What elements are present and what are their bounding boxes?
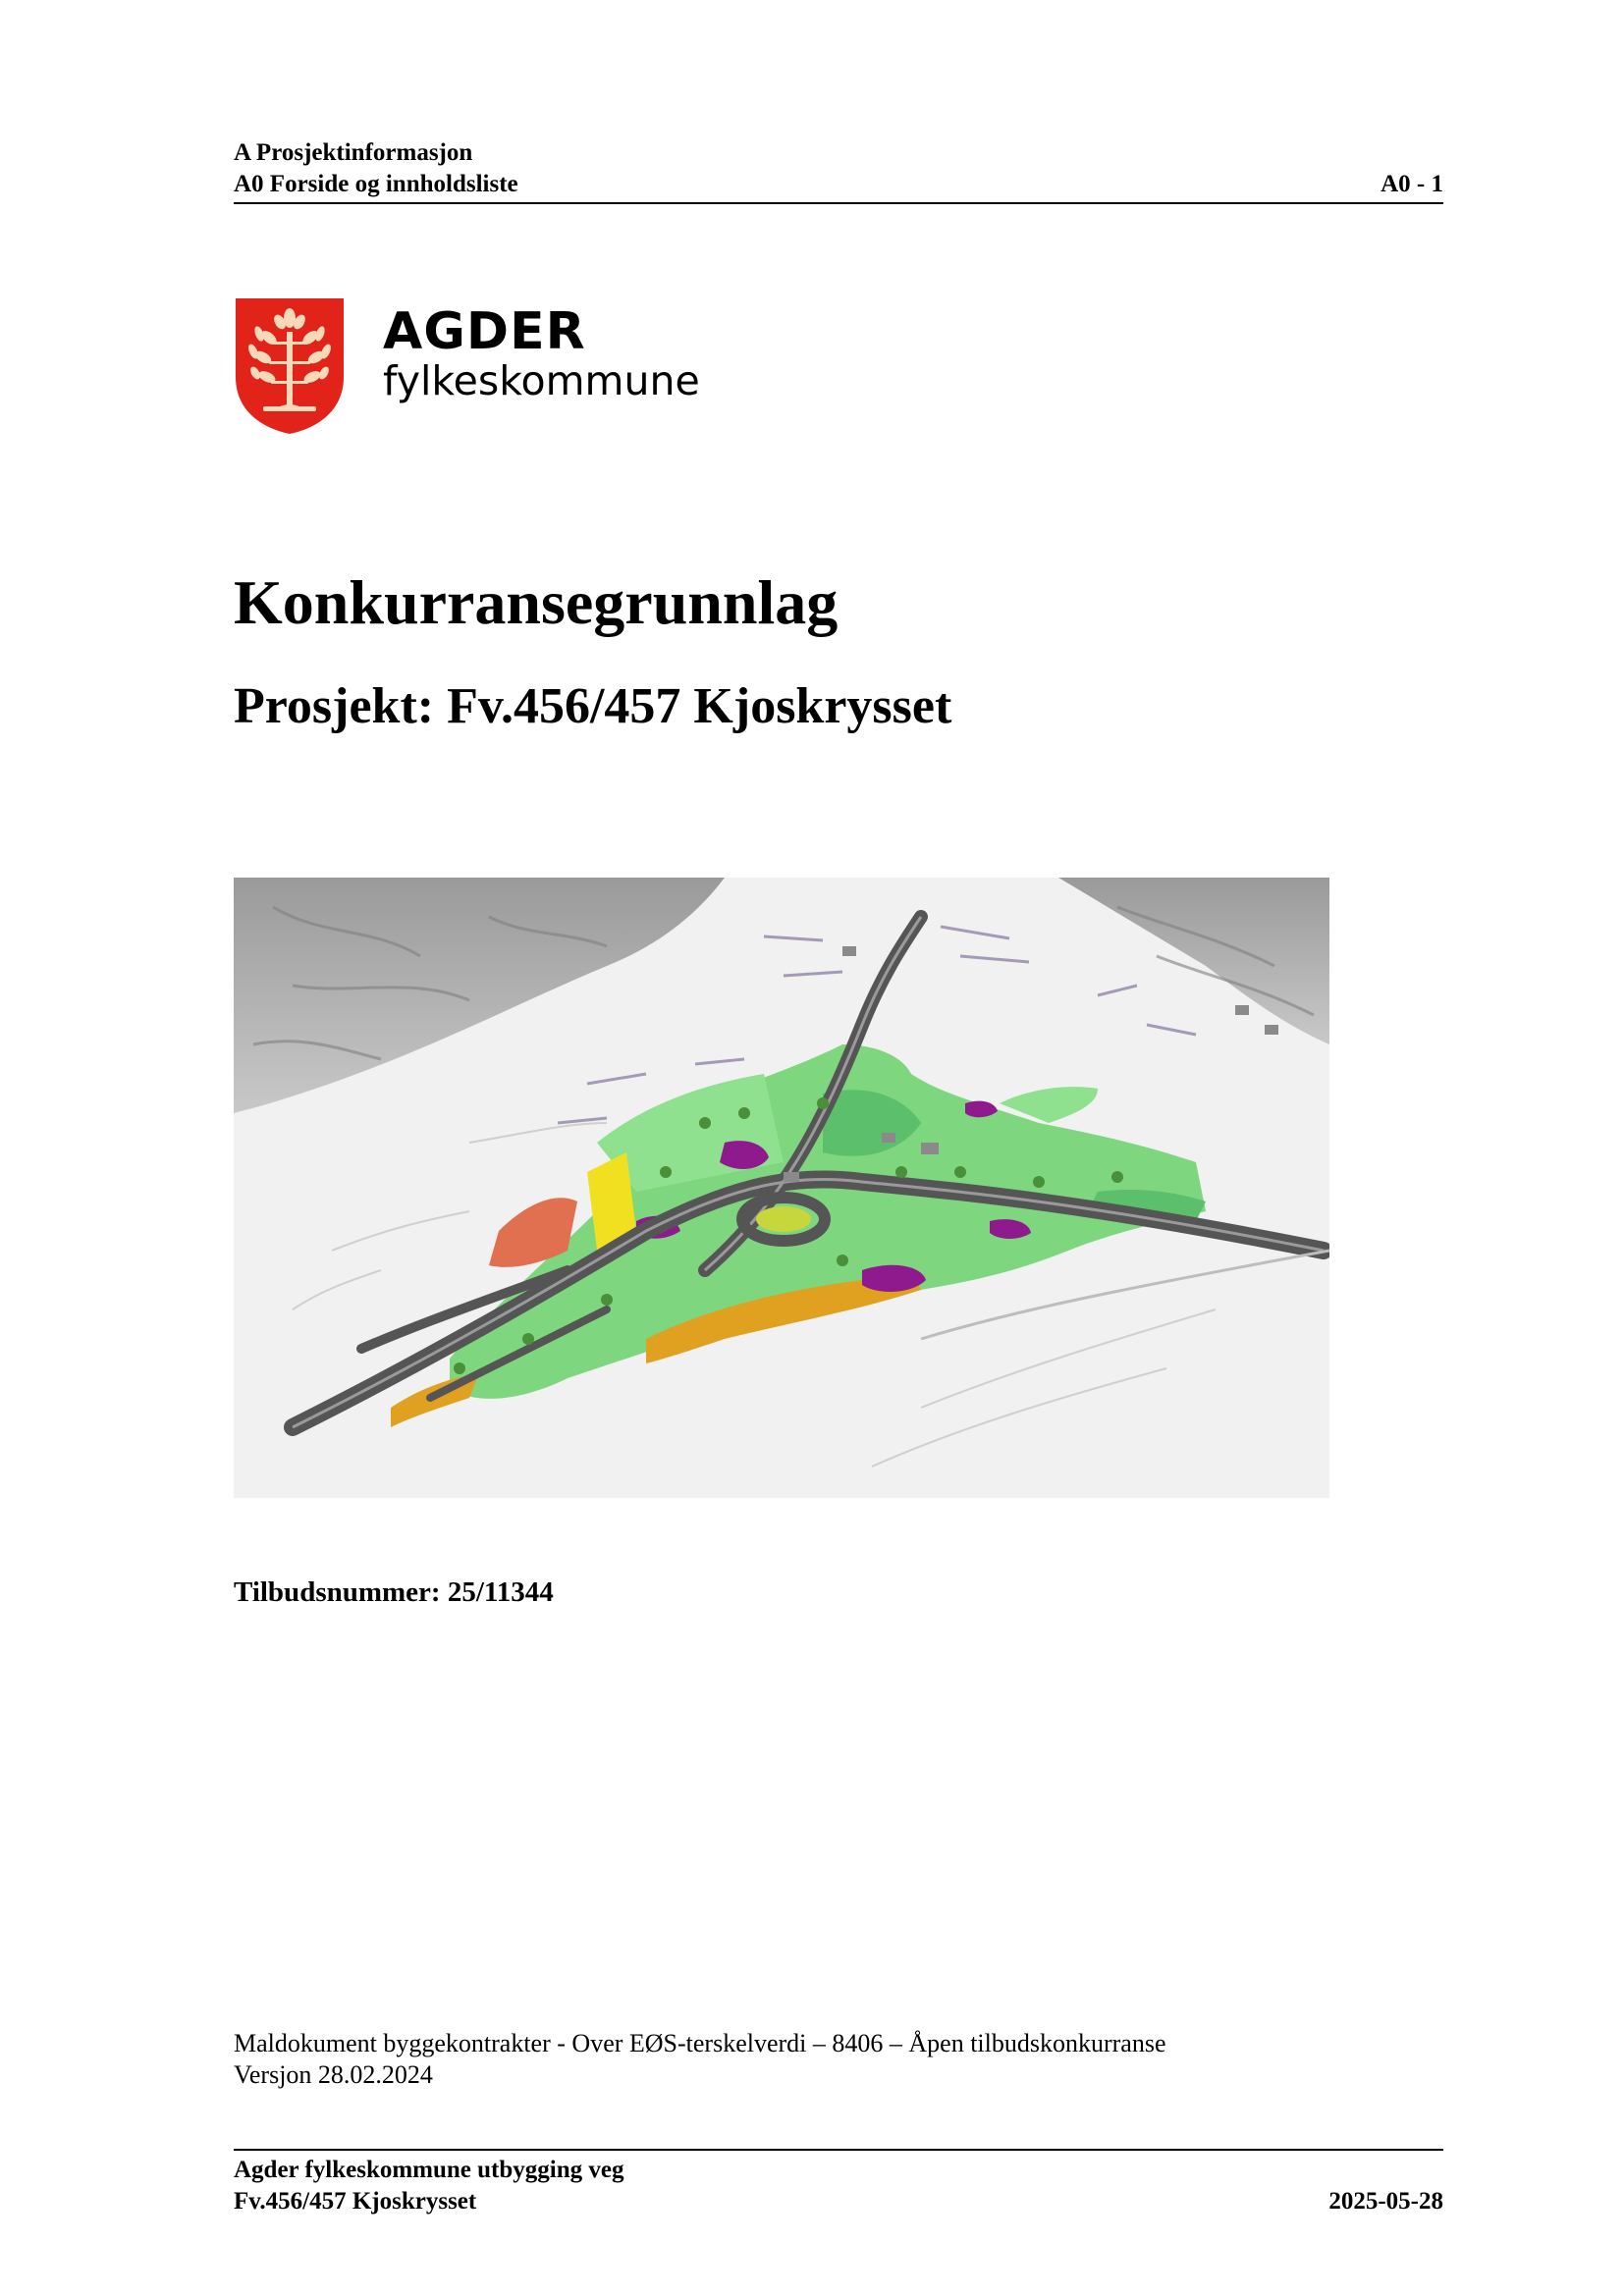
tender-number: Tilbudsnummer: 25/11344: [234, 1576, 554, 1608]
template-version: Versjon 28.02.2024: [234, 2060, 433, 2089]
template-description: Maldokument byggekontrakter - Over EØS-terskelverdi – 8406 – Åpen tilbudskonkurranse: [234, 2029, 1166, 2057]
coat-of-arms-icon: [234, 296, 346, 436]
header-section: A Prosjektinformasjon: [234, 139, 473, 166]
header-page-ref: A0 - 1: [1380, 171, 1443, 197]
page-header: [234, 137, 1443, 204]
template-info: [234, 2028, 1166, 2091]
footer-rule: [234, 2149, 1443, 2151]
header-subsection: A0 Forside og innholdsliste: [234, 171, 518, 197]
project-title: Prosjekt: Fv.456/457 Kjoskrysset: [234, 678, 952, 734]
document-title: Konkurransegrunnlag: [234, 567, 839, 637]
logo-name-line1: AGDER: [383, 302, 586, 361]
page-footer: [234, 2149, 1443, 2217]
footer-date: 2025-05-28: [1328, 2188, 1443, 2215]
logo-name-line2: fylkeskommune: [383, 357, 700, 404]
project-map-illustration: [234, 878, 1329, 1498]
header-rule: [234, 202, 1443, 204]
footer-project: Fv.456/457 Kjoskrysset: [234, 2188, 477, 2215]
agder-logo: [234, 296, 700, 436]
footer-org: Agder fylkeskommune utbygging veg: [234, 2157, 624, 2183]
